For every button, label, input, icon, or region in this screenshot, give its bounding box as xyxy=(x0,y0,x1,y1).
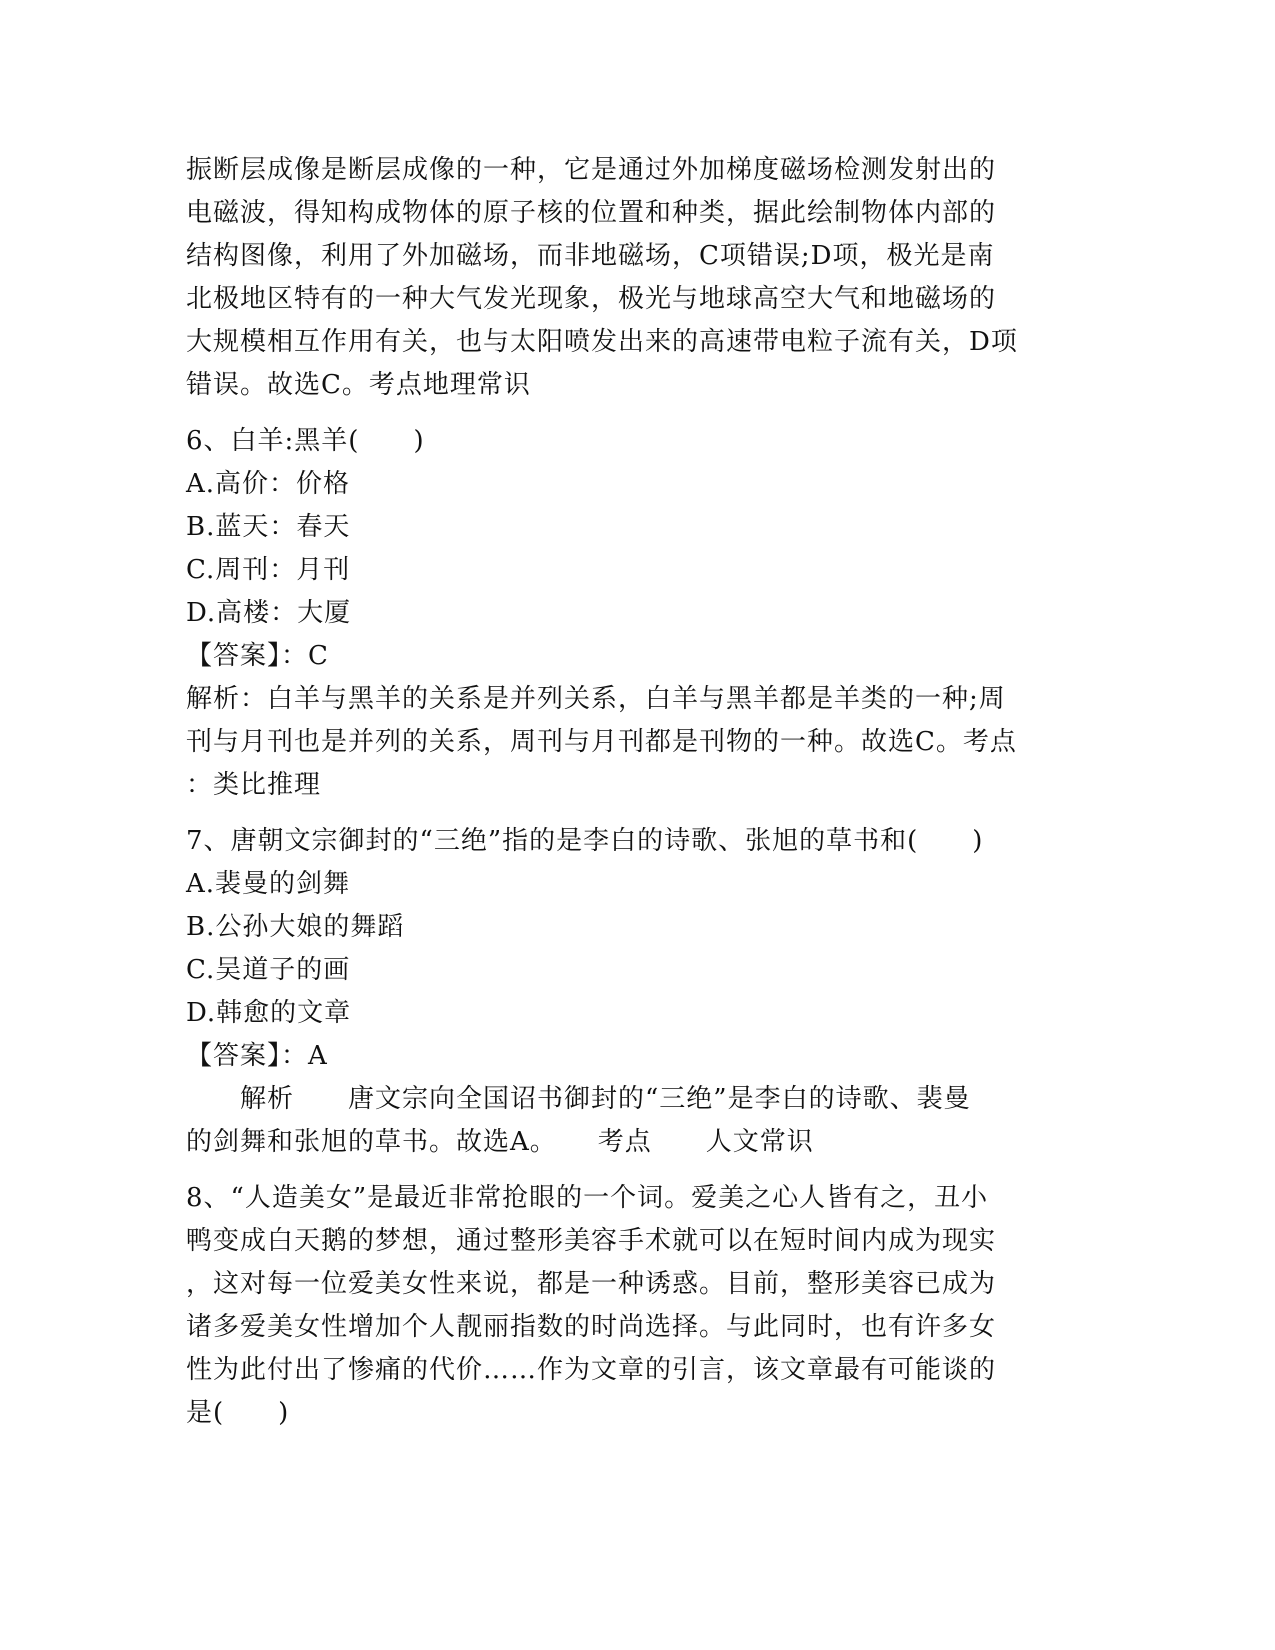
question-stem-line: 性为此付出了惨痛的代价……作为文章的引言，该文章最有可能谈的 xyxy=(186,1355,997,1385)
answer-line: 【答案】：A xyxy=(186,1041,328,1071)
question-6 xyxy=(186,420,1086,807)
option-d: D.韩愈的文章 xyxy=(186,998,352,1028)
answer-line: 【答案】：C xyxy=(186,641,329,671)
analysis-line: 解析 唐文宗向全国诏书御封的“三绝”是李白的诗歌、裴曼 xyxy=(186,1084,971,1114)
question-stem-line: 是( ) xyxy=(186,1398,290,1428)
spacer xyxy=(186,407,1086,420)
text-line: 振断层成像是断层成像的一种，它是通过外加梯度磁场检测发射出的 xyxy=(186,155,997,185)
option-d: D.高楼：大厦 xyxy=(186,598,352,628)
question-stem: 7、唐朝文宗御封的“三绝”指的是李白的诗歌、张旭的草书和( ) xyxy=(186,826,984,856)
option-c: C.周刊：月刊 xyxy=(186,555,351,585)
question-stem: 6、白羊:黑羊( ) xyxy=(186,426,425,456)
analysis-line: ：类比推理 xyxy=(186,770,322,800)
option-a: A.高价：价格 xyxy=(186,469,351,499)
option-a: A.裴曼的剑舞 xyxy=(186,869,351,899)
spacer xyxy=(186,807,1086,820)
text-line: 错误。故选C。考点地理常识 xyxy=(186,370,531,400)
page-content xyxy=(186,149,1086,1435)
spacer xyxy=(186,1164,1086,1177)
option-c: C.吴道子的画 xyxy=(186,955,351,985)
analysis-line: 的剑舞和张旭的草书。故选A。 考点 人文常识 xyxy=(186,1127,814,1157)
question-stem-line: 8、“人造美女”是最近非常抢眼的一个词。爱美之心人皆有之，丑小 xyxy=(186,1183,989,1213)
analysis-line: 刊与月刊也是并列的关系，周刊与月刊都是刊物的一种。故选C。考点 xyxy=(186,727,1017,757)
question-stem-line: ，这对每一位爱美女性来说，都是一种诱惑。目前，整形美容已成为 xyxy=(186,1269,997,1299)
question-7 xyxy=(186,820,1086,1164)
intro-paragraph xyxy=(186,149,1086,407)
option-b: B.蓝天：春天 xyxy=(186,512,351,542)
analysis-line: 解析：白羊与黑羊的关系是并列关系，白羊与黑羊都是羊类的一种;周 xyxy=(186,684,1006,714)
text-line: 电磁波，得知构成物体的原子核的位置和种类，据此绘制物体内部的 xyxy=(186,198,997,228)
text-line: 北极地区特有的一种大气发光现象，极光与地球高空大气和地磁场的 xyxy=(186,284,997,314)
question-8 xyxy=(186,1177,1086,1435)
option-b: B.公孙大娘的舞蹈 xyxy=(186,912,405,942)
text-line: 结构图像，利用了外加磁场，而非地磁场，C项错误;D项，极光是南 xyxy=(186,241,995,271)
question-stem-line: 诸多爱美女性增加个人靓丽指数的时尚选择。与此同时，也有许多女 xyxy=(186,1312,997,1342)
question-stem-line: 鸭变成白天鹅的梦想，通过整形美容手术就可以在短时间内成为现实 xyxy=(186,1226,997,1256)
text-line: 大规模相互作用有关，也与太阳喷发出来的高速带电粒子流有关，D项 xyxy=(186,327,1018,357)
